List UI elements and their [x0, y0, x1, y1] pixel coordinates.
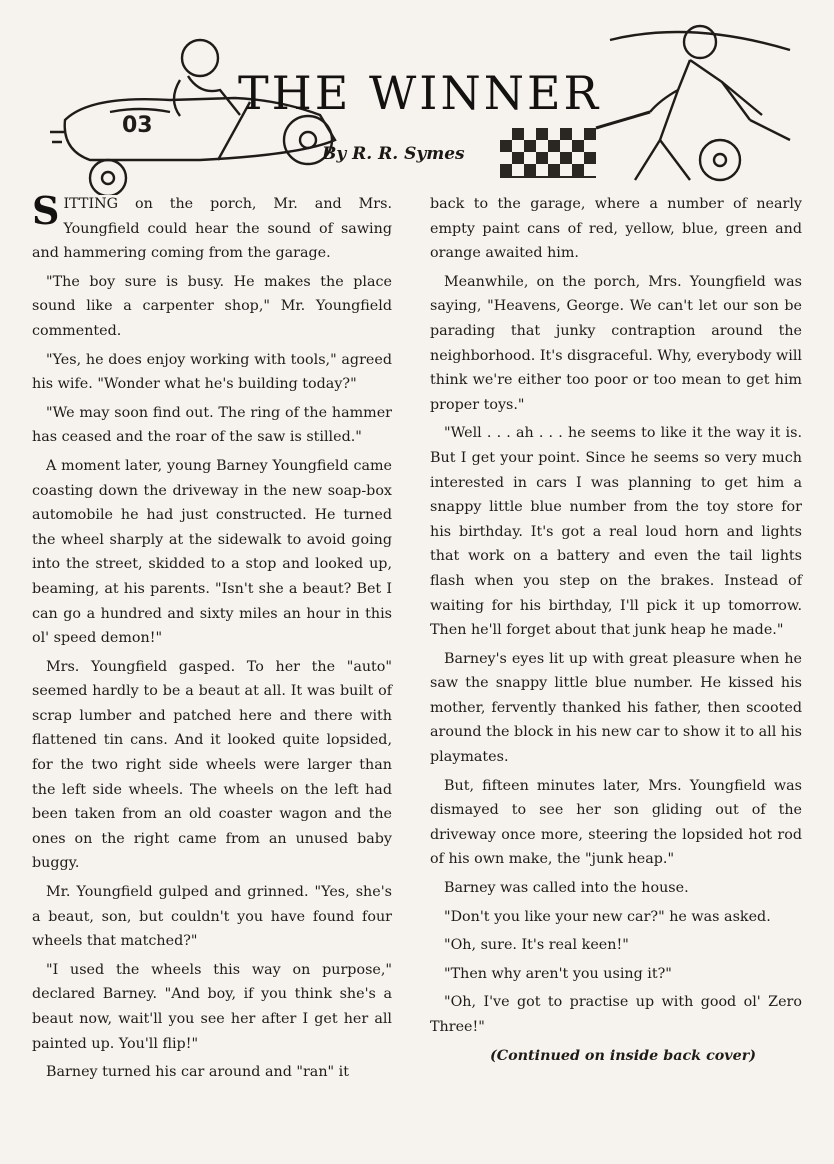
drop-cap: S — [32, 188, 60, 233]
paragraph: "We may soon find out. The ring of the hammer has ceased and the roar of the saw is stilled." — [32, 404, 392, 446]
paragraph: Barney turned his car around and "ran" it — [46, 1064, 349, 1081]
first-paragraph — [32, 188, 392, 266]
paragraph: "Then why aren't you using it?" — [444, 965, 672, 982]
paragraph: Mr. Youngfield gulped and grinned. "Yes, she's a beaut, son, but couldn't you have found four wheels that matched?" — [32, 884, 392, 950]
paragraph: "Oh, sure. It's real keen!" — [444, 937, 629, 954]
paragraph: "Well . . . ah . . . he seems to like it the way it is. But I get your point. Since he seems so very much interested in cars I was planning to get him a snappy little blue number from the toy store for his birthday. It's got a real loud horn and lights that work on a battery and even the tail lights flash when you step on the brakes. Instead of waiting for his birthday, I'll pick it up tomorrow. Then he'll forget about that junk heap he made." — [430, 425, 802, 639]
paragraph: back to the garage, where a number of nearly empty paint cans of red, yellow, blue, green and orange awaited him. — [430, 196, 802, 262]
byline: By R. R. Symes — [322, 144, 465, 164]
paragraph: But, fifteen minutes later, Mrs. Youngfield was dismayed to see her son gliding out of the driveway once more, steering the lopsided hot rod of his own make, the "junk heap." — [430, 777, 802, 868]
paragraph: Meanwhile, on the porch, Mrs. Youngfield was saying, "Heavens, George. We can't let our son be parading that junky contraption around the neighborhood. It's disgraceful. Why, everybody will think we're either too poor or too mean to get him proper toys." — [430, 273, 802, 413]
first-paragraph-text: ITTING on the porch, Mr. and Mrs. Youngfield could hear the sound of sawing and hammering coming from the garage. — [32, 196, 392, 262]
car-number-label: 03 — [122, 113, 153, 138]
paragraph: Barney's eyes lit up with great pleasure when he saw the snappy little blue number. He kissed his mother, fervently thanked his father, then scooted around the block in his new car to show it to all his playmates. — [430, 650, 802, 766]
left-column — [32, 188, 392, 1089]
story-header — [50, 20, 810, 195]
paragraph: Barney was called into the house. — [444, 880, 689, 897]
right-column — [430, 192, 802, 1072]
paragraph: "Oh, I've got to practise up with good ol' Zero Three!" — [430, 994, 802, 1035]
checkered-flag-icon — [500, 112, 650, 178]
paragraph: "Don't you like your new car?" he was asked. — [444, 908, 771, 925]
paragraph: Mrs. Youngfield gasped. To her the "auto" seemed hardly to be a beaut at all. It was built of scrap lumber and patched here and there with flattened tin cans. And it looked quite lopsided, for the two right side wheels were larger than the left side wheels. The wheels on the left had been taken from an old coaster wagon and the ones on the right came from an unused baby buggy. — [32, 658, 392, 872]
continued-note: (Continued on inside back cover) — [489, 1047, 757, 1064]
paragraph: "The boy sure is busy. He makes the place sound like a carpenter shop," Mr. Youngfield commented. — [32, 273, 392, 339]
flag-man-illustration — [610, 26, 790, 180]
paragraph: "I used the wheels this way on purpose," declared Barney. "And boy, if you think she's a beaut now, wait'll you see her after I get her all painted up. You'll flip!" — [32, 961, 392, 1052]
paragraph: A moment later, young Barney Youngfield came coasting down the driveway in the new soap-box automobile he had just constructed. He turned the wheel sharply at the sidewalk to avoid going into the street, skidded to a stop and looked up, beaming, at his parents. "Isn't she a beaut? Bet I can go a hundred and sixty miles an hour in this ol' speed demon!" — [32, 457, 392, 647]
story-title: THE WINNER — [238, 66, 602, 120]
paragraph: "Yes, he does enjoy working with tools," agreed his wife. "Wonder what he's building today?" — [32, 351, 392, 393]
